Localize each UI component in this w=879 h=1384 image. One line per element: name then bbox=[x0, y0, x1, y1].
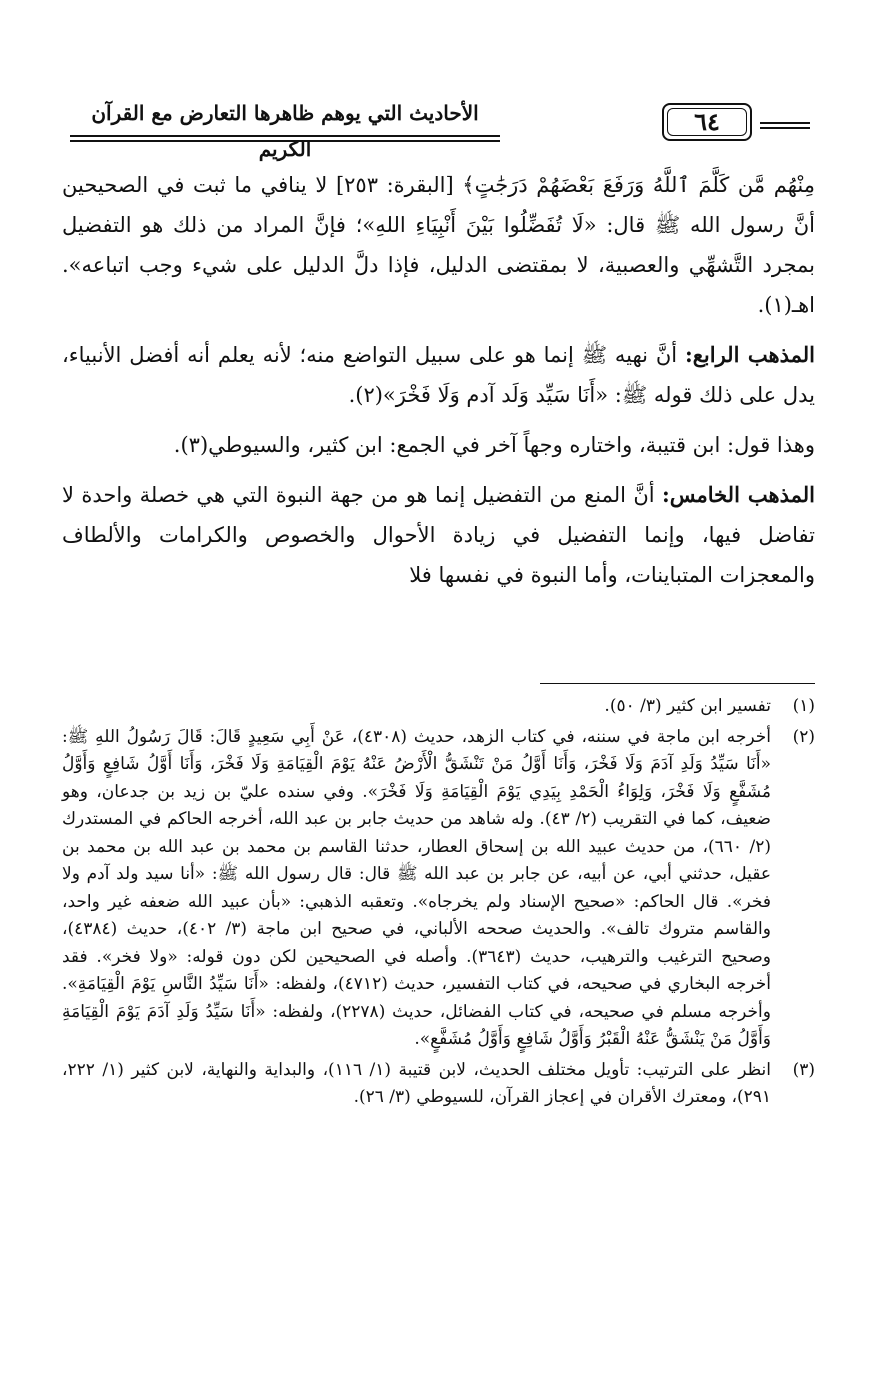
footnote-text: أخرجه ابن ماجة في سننه، في كتاب الزهد، حديث (٤٣٠٨)، عَنْ أَبِي سَعِيدٍ قَالَ: قَالَ رَسُولُ اللهِ ﷺ: «أَنَا سَيِّدُ وَلَدِ آدَمَ وَلَا فَخْرَ، وَأَنَا أَوَّلُ مَنْ تَنْشَقُّ الْأَرْضُ عَنْهُ يَوْمَ الْقِيَامَةِ وَلَا فَخْرَ، وَأَنَا أَوَّلُ شَافِعٍ وَأَوَّلُ مُشَفَّعٍ وَلَا فَخْرَ، وَلِوَاءُ الْحَمْدِ بِيَدِي يَوْمَ الْقِيَامَةِ وَلَا فَخْرَ». وفي سنده عليّ بن زيد بن جدعان، وهو ضعيف، كما في التقريب (٢/ ٤٣). وله شاهد من حديث جابر بن عبد الله، أخرجه الحاكم في المستدرك (٢/ ٦٦٠)، من حديث عبيد الله بن إسحاق العطار، حدثنا القاسم بن محمد بن عبد الله بن محمد بن عقيل، حدثني أبي، عن أبيه، عن جابر بن عبد الله ﷺ قال: قال رسول الله ﷺ: «أنا سيد ولد آدم ولا فخر». قال الحاكم: «صحيح الإسناد ولم يخرجاه». وتعقبه الذهبي: «بأن عبيد الله ضعفه غير واحد، والقاسم متروك تالف». والحديث صححه الألباني، في صحيح ابن ماجة (٣/ ٤٠٢)، حديث (٤٣٨٤)، وصحيح الترغيب والترهيب، حديث (٣٦٤٣). وأصله في الصحيحين لكن دون قوله: «ولا فخر». فقد أخرجه البخاري في صحيحه، في كتاب التفسير، حديث (٤٧١٢)، ولفظه: «أَنَا سَيِّدُ النَّاسِ يَوْمَ الْقِيَامَةِ». وأخرجه مسلم في صحيحه، في كتاب الفضائل، حديث (٢٢٧٨)، ولفظه: «أَنَا سَيِّدُ وَلَدِ آدَمَ يَوْمَ الْقِيَامَةِ وَأَوَّلُ مَنْ يَنْشَقُّ عَنْهُ الْقَبْرُ وَأَوَّلُ شَافِعٍ وَأَوَّلُ مُشَفَّعٍ». bbox=[62, 726, 771, 1049]
section-heading: المذهب الرابع: bbox=[684, 342, 815, 367]
header-rule-right bbox=[760, 122, 810, 129]
footnote-number: (٢) bbox=[792, 726, 815, 747]
footnote-2 bbox=[62, 724, 815, 1054]
main-text bbox=[62, 165, 815, 605]
running-title: الأحاديث التي يوهم ظاهرها التعارض مع القرآن الكريم bbox=[91, 101, 479, 161]
footnote-3 bbox=[62, 1057, 815, 1112]
page-number: ٦٤ bbox=[662, 103, 752, 141]
paragraph-3: وهذا قول: ابن قتيبة، واختاره وجهاً آخر في الجمع: ابن كثير، والسيوطي(٣). bbox=[173, 433, 815, 457]
footnote-text: انظر على الترتيب: تأويل مختلف الحديث، لابن قتيبة (١/ ١١٦)، والبداية والنهاية، لابن كثير (١/ ٢٢٢، ٢٩١)، ومعترك الأقران في إعجاز القرآن، للسيوطي (٣/ ٢٦). bbox=[62, 1059, 771, 1107]
footnote-separator bbox=[540, 683, 815, 684]
footnotes bbox=[62, 693, 815, 1115]
footnote-1 bbox=[62, 693, 815, 721]
footnote-number: (٣) bbox=[792, 1059, 815, 1080]
footnote-text: تفسير ابن كثير (٣/ ٥٠). bbox=[604, 696, 771, 716]
section-heading: المذهب الخامس: bbox=[661, 482, 815, 507]
paragraph-1: مِنْهُم مَّن كَلَّمَ ٱللَّهُ وَرَفَعَ بَعْضَهُمْ دَرَجَٰتٍ﴾ [البقرة: ٢٥٣] لا ينافي ما ثبت في الصحيحين أنَّ رسول الله ﷺ قال: «لَا تُفَضِّلُوا بَيْنَ أَنْبِيَاءِ اللهِ»؛ فإنَّ المراد من ذلك هو التفضيل بمجرد التَّشهِّي والعصبية، لا بمقتضى الدليل، فإذا دلَّ الدليل على شيء وجب اتباعه». اهـ(١). bbox=[62, 173, 815, 317]
paragraph-4: المذهب الخامس: أنَّ المنع من التفضيل إنما هو من جهة النبوة التي هي خصلة واحدة لا تفاضل فيها، وإنما التفضيل في زيادة الأحوال والخصوص والكرامات والألطاف والمعجزات المتباينات، وأما النبوة في نفسها فلا bbox=[62, 482, 815, 587]
footnote-number: (١) bbox=[792, 696, 815, 716]
page-header bbox=[70, 95, 810, 161]
paragraph-2: المذهب الرابع: أنَّ نهيه ﷺ إنما هو على سبيل التواضع منه؛ لأنه يعلم أنه أفضل الأنبياء، يدل على ذلك قوله ﷺ: «أَنَا سَيِّد وَلَد آدم وَلَا فَخْرَ»(٢). bbox=[62, 342, 815, 407]
